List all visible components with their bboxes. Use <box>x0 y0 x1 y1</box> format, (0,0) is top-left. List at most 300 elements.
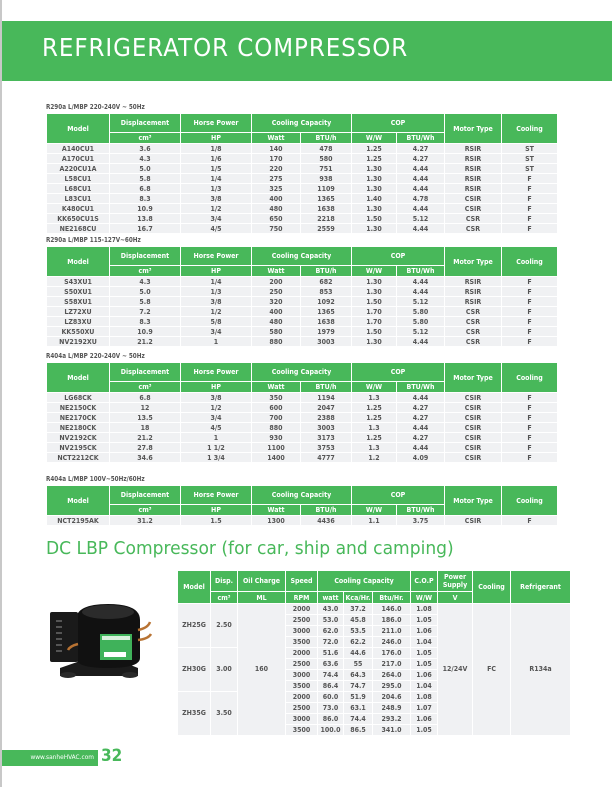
cell-model: NV2192XU <box>47 337 110 347</box>
cell-ww: 1.30 <box>352 287 397 297</box>
cell-ww: 1.70 <box>352 307 397 317</box>
cell-motor_type: CSIR <box>445 433 502 443</box>
cell-motor_type: RSIR <box>445 174 502 184</box>
dc-table-row <box>178 604 571 615</box>
dc-header-cooling-capacity: Cooling Capacity <box>318 571 411 592</box>
dc-cell-speed: 3000 <box>286 626 318 637</box>
table-row <box>47 317 558 327</box>
cell-btuwh: 4.44 <box>397 423 445 433</box>
dc-cell-btu: 264.0 <box>373 670 411 681</box>
dc-cell-speed: 2000 <box>286 648 318 659</box>
cell-displacement: 12 <box>110 403 181 413</box>
cell-cooling: F <box>502 327 558 337</box>
compressor-photo <box>38 590 153 690</box>
cell-displacement: 34.6 <box>110 453 181 463</box>
cell-model: NE2168CU <box>47 224 110 234</box>
cell-watt: 480 <box>252 204 301 214</box>
dc-cell-watt: 60.0 <box>318 692 344 703</box>
cell-btuh: 3173 <box>301 433 352 443</box>
dc-cell-watt: 62.0 <box>318 626 344 637</box>
table-row <box>47 297 558 307</box>
dc-cell-cop: 1.07 <box>411 703 438 714</box>
table-row <box>47 337 558 347</box>
cell-motor_type: RSIR <box>445 287 502 297</box>
cell-btuh: 4777 <box>301 453 352 463</box>
cell-horse_power: 1/6 <box>181 154 252 164</box>
cell-btuh: 2388 <box>301 413 352 423</box>
cell-horse_power: 1.5 <box>181 516 252 526</box>
cell-ww: 1.25 <box>352 144 397 154</box>
dc-cell-kca: 55 <box>344 659 373 670</box>
cell-cooling: F <box>502 287 558 297</box>
cell-cooling: F <box>502 317 558 327</box>
cell-ww: 1.30 <box>352 224 397 234</box>
cell-watt: 930 <box>252 433 301 443</box>
header-cooling: Cooling <box>502 363 558 393</box>
unit-ww: W/W <box>352 382 397 393</box>
dc-cell-kca: 86.5 <box>344 725 373 736</box>
dc-cell-btu: 176.0 <box>373 648 411 659</box>
cell-btuwh: 4.78 <box>397 194 445 204</box>
cell-displacement: 13.5 <box>110 413 181 423</box>
cell-btuh: 1194 <box>301 393 352 403</box>
header-cop: COP <box>352 114 445 133</box>
dc-cell-speed: 2000 <box>286 604 318 615</box>
cell-horse_power: 3/4 <box>181 327 252 337</box>
cell-btuh: 938 <box>301 174 352 184</box>
unit-hp: HP <box>181 133 252 144</box>
cell-cooling: F <box>502 297 558 307</box>
spec-table <box>46 113 558 234</box>
cell-watt: 400 <box>252 194 301 204</box>
cell-displacement: 5.0 <box>110 164 181 174</box>
website-link[interactable]: www.sanheHVAC.com <box>30 753 94 761</box>
cell-motor_type: CSIR <box>445 453 502 463</box>
table-subtitle: R404a L/MBP 220-240V ~ 50Hz <box>46 352 145 360</box>
cell-model: NE2150CK <box>47 403 110 413</box>
dc-cell-watt: 100.0 <box>318 725 344 736</box>
cell-ww: 1.50 <box>352 327 397 337</box>
dc-cell-watt: 53.0 <box>318 615 344 626</box>
cell-motor_type: RSIR <box>445 164 502 174</box>
unit-btuwh: BTU/Wh <box>397 266 445 277</box>
cell-cooling: F <box>502 224 558 234</box>
cell-displacement: 7.2 <box>110 307 181 317</box>
cell-displacement: 6.8 <box>110 393 181 403</box>
cell-model: KK550XU <box>47 327 110 337</box>
dc-cell-btu: 211.0 <box>373 626 411 637</box>
dc-cell-btu: 248.9 <box>373 703 411 714</box>
cell-cooling: ST <box>502 144 558 154</box>
cell-cooling: F <box>502 403 558 413</box>
cell-btuwh: 4.27 <box>397 433 445 443</box>
cell-motor_type: CSR <box>445 214 502 224</box>
cell-horse_power: 3/8 <box>181 393 252 403</box>
cell-btuwh: 4.27 <box>397 403 445 413</box>
cell-btuwh: 4.44 <box>397 277 445 287</box>
table-row <box>47 194 558 204</box>
header-model: Model <box>47 363 110 393</box>
header-cop: COP <box>352 363 445 382</box>
unit-btuh: BTU/h <box>301 382 352 393</box>
table-row <box>47 433 558 443</box>
cell-cooling: F <box>502 433 558 443</box>
dc-cell-kca: 74.4 <box>344 714 373 725</box>
cell-btuh: 580 <box>301 154 352 164</box>
cell-watt: 170 <box>252 154 301 164</box>
cell-btuwh: 4.44 <box>397 337 445 347</box>
cell-model: NCT2195AK <box>47 516 110 526</box>
header-cooling: Cooling <box>502 247 558 277</box>
unit-watt: Watt <box>252 382 301 393</box>
cell-btuh: 1109 <box>301 184 352 194</box>
dc-cell-disp: 2.50 <box>211 604 238 648</box>
cell-btuwh: 4.44 <box>397 164 445 174</box>
page-title: REFRIGERATOR COMPRESSOR <box>42 33 409 62</box>
cell-horse_power: 1 <box>181 433 252 443</box>
header-displacement: Displacement <box>110 363 181 382</box>
table-row <box>47 327 558 337</box>
cell-cooling: F <box>502 393 558 403</box>
dc-cell-disp: 3.50 <box>211 692 238 736</box>
unit-watt: Watt <box>252 266 301 277</box>
cell-motor_type: CSIR <box>445 413 502 423</box>
cell-motor_type: CSR <box>445 224 502 234</box>
dc-cell-cop: 1.06 <box>411 670 438 681</box>
table-row <box>47 453 558 463</box>
cell-displacement: 16.7 <box>110 224 181 234</box>
cell-model: S50XU1 <box>47 287 110 297</box>
cell-horse_power: 3/4 <box>181 214 252 224</box>
cell-btuh: 478 <box>301 144 352 154</box>
header-motor-type: Motor Type <box>445 247 502 277</box>
dc-cell-kca: 45.8 <box>344 615 373 626</box>
cell-model: A170CU1 <box>47 154 110 164</box>
cell-model: NCT2212CK <box>47 453 110 463</box>
unit-ww: W/W <box>352 505 397 516</box>
dc-cell-btu: 295.0 <box>373 681 411 692</box>
cell-btuh: 853 <box>301 287 352 297</box>
cell-btuwh: 5.12 <box>397 214 445 224</box>
dc-cell-btu: 186.0 <box>373 615 411 626</box>
cell-ww: 1.3 <box>352 443 397 453</box>
cell-model: KK650CU1S <box>47 214 110 224</box>
table-row <box>47 413 558 423</box>
cell-watt: 650 <box>252 214 301 224</box>
header-cooling-capacity: Cooling Capacity <box>252 247 352 266</box>
table-row <box>47 443 558 453</box>
dc-unit-disp: cm³ <box>211 592 238 604</box>
cell-motor_type: RSIR <box>445 154 502 164</box>
dc-header-disp: Disp. <box>211 571 238 592</box>
table-row <box>47 214 558 224</box>
dc-cell-btu: 146.0 <box>373 604 411 615</box>
cell-motor_type: RSIR <box>445 297 502 307</box>
cell-watt: 275 <box>252 174 301 184</box>
cell-displacement: 10.9 <box>110 204 181 214</box>
dc-cell-speed: 3500 <box>286 681 318 692</box>
dc-unit-kca: Kca/Hr. <box>344 592 373 604</box>
header-horse-power: Horse Power <box>181 363 252 382</box>
dc-cell-kca: 44.6 <box>344 648 373 659</box>
cell-btuwh: 4.09 <box>397 453 445 463</box>
cell-model: LZ72XU <box>47 307 110 317</box>
dc-compressor-table <box>177 570 571 736</box>
spec-table <box>46 362 558 463</box>
cell-model: LG68CK <box>47 393 110 403</box>
header-horse-power: Horse Power <box>181 114 252 133</box>
cell-model: A220CU1A <box>47 164 110 174</box>
cell-cooling: F <box>502 423 558 433</box>
dc-unit-oil: ML <box>238 592 286 604</box>
cell-horse_power: 1/3 <box>181 287 252 297</box>
cell-watt: 320 <box>252 297 301 307</box>
header-model: Model <box>47 114 110 144</box>
dc-cell-refrigerant: R134a <box>511 604 571 736</box>
cell-cooling: ST <box>502 154 558 164</box>
dc-cell-speed: 2500 <box>286 703 318 714</box>
dc-cell-watt: 51.6 <box>318 648 344 659</box>
cell-motor_type: CSR <box>445 307 502 317</box>
header-model: Model <box>47 247 110 277</box>
cell-displacement: 21.2 <box>110 433 181 443</box>
dc-cell-watt: 72.0 <box>318 637 344 648</box>
cell-btuwh: 4.27 <box>397 144 445 154</box>
cell-cooling: F <box>502 204 558 214</box>
table-row <box>47 393 558 403</box>
dc-cell-watt: 73.0 <box>318 703 344 714</box>
header-model: Model <box>47 486 110 516</box>
cell-watt: 400 <box>252 307 301 317</box>
table-row <box>47 307 558 317</box>
cell-cooling: F <box>502 277 558 287</box>
cell-horse_power: 1/3 <box>181 184 252 194</box>
cell-watt: 250 <box>252 287 301 297</box>
cell-model: L68CU1 <box>47 184 110 194</box>
cell-displacement: 18 <box>110 423 181 433</box>
cell-model: A140CU1 <box>47 144 110 154</box>
header-displacement: Displacement <box>110 247 181 266</box>
dc-cell-speed: 2000 <box>286 692 318 703</box>
dc-cell-speed: 3000 <box>286 714 318 725</box>
cell-displacement: 5.0 <box>110 287 181 297</box>
compressor-image-icon <box>38 590 153 690</box>
dc-cell-cooling: FC <box>473 604 511 736</box>
cell-btuwh: 5.80 <box>397 307 445 317</box>
cell-horse_power: 1 1/2 <box>181 443 252 453</box>
table-row <box>47 204 558 214</box>
unit-displacement: cm³ <box>110 505 181 516</box>
cell-watt: 200 <box>252 277 301 287</box>
table-subtitle: R290a L/MBP 115-127V~60Hz <box>46 236 141 244</box>
cell-cooling: F <box>502 307 558 317</box>
cell-cooling: F <box>502 453 558 463</box>
table-row <box>47 423 558 433</box>
cell-motor_type: CSIR <box>445 516 502 526</box>
header-cooling-capacity: Cooling Capacity <box>252 486 352 505</box>
dc-unit-power: V <box>438 592 473 604</box>
dc-cell-cop: 1.06 <box>411 626 438 637</box>
cell-btuh: 1638 <box>301 204 352 214</box>
dc-cell-btu: 217.0 <box>373 659 411 670</box>
dc-cell-btu: 293.2 <box>373 714 411 725</box>
dc-cell-speed: 2500 <box>286 615 318 626</box>
cell-cooling: F <box>502 184 558 194</box>
cell-horse_power: 1 3/4 <box>181 453 252 463</box>
dc-header-model: Model <box>178 571 211 604</box>
unit-displacement: cm³ <box>110 382 181 393</box>
cell-model: L58CU1 <box>47 174 110 184</box>
header-cooling-capacity: Cooling Capacity <box>252 114 352 133</box>
unit-btuwh: BTU/Wh <box>397 133 445 144</box>
dc-cell-model: ZH35G <box>178 692 211 736</box>
cell-cooling: F <box>502 516 558 526</box>
dc-cell-watt: 63.6 <box>318 659 344 670</box>
cell-watt: 1400 <box>252 453 301 463</box>
unit-displacement: cm³ <box>110 133 181 144</box>
dc-cell-model: ZH25G <box>178 604 211 648</box>
cell-displacement: 31.2 <box>110 516 181 526</box>
cell-motor_type: CSR <box>445 317 502 327</box>
table-row <box>47 174 558 184</box>
header-cop: COP <box>352 486 445 505</box>
table-row <box>47 154 558 164</box>
table-row <box>47 277 558 287</box>
cell-watt: 750 <box>252 224 301 234</box>
cell-watt: 1100 <box>252 443 301 453</box>
cell-watt: 350 <box>252 393 301 403</box>
cell-btuh: 3003 <box>301 337 352 347</box>
dc-cell-watt: 86.4 <box>318 681 344 692</box>
cell-ww: 1.30 <box>352 277 397 287</box>
cell-ww: 1.1 <box>352 516 397 526</box>
dc-cell-watt: 43.0 <box>318 604 344 615</box>
unit-hp: HP <box>181 266 252 277</box>
cell-ww: 1.30 <box>352 337 397 347</box>
table-row <box>47 403 558 413</box>
cell-btuh: 1365 <box>301 307 352 317</box>
dc-unit-btu: Btu/Hr. <box>373 592 411 604</box>
cell-motor_type: RSIR <box>445 277 502 287</box>
cell-horse_power: 3/4 <box>181 413 252 423</box>
cell-horse_power: 1/4 <box>181 277 252 287</box>
cell-model: NE2170CK <box>47 413 110 423</box>
dc-unit-speed: RPM <box>286 592 318 604</box>
dc-cell-btu: 341.0 <box>373 725 411 736</box>
cell-btuwh: 4.44 <box>397 443 445 453</box>
dc-header-refrigerant: Refrigerant <box>511 571 571 604</box>
cell-displacement: 3.6 <box>110 144 181 154</box>
cell-btuh: 2218 <box>301 214 352 224</box>
cell-btuh: 2559 <box>301 224 352 234</box>
cell-displacement: 5.8 <box>110 297 181 307</box>
cell-displacement: 8.3 <box>110 317 181 327</box>
dc-cell-speed: 3500 <box>286 725 318 736</box>
cell-btuh: 682 <box>301 277 352 287</box>
dc-cell-cop: 1.08 <box>411 692 438 703</box>
unit-btuh: BTU/h <box>301 505 352 516</box>
cell-displacement: 8.3 <box>110 194 181 204</box>
dc-cell-model: ZH30G <box>178 648 211 692</box>
dc-cell-speed: 3500 <box>286 637 318 648</box>
header-cooling: Cooling <box>502 486 558 516</box>
cell-cooling: F <box>502 174 558 184</box>
cell-model: NV2192CK <box>47 433 110 443</box>
cell-motor_type: CSR <box>445 327 502 337</box>
cell-watt: 480 <box>252 317 301 327</box>
cell-displacement: 4.3 <box>110 154 181 164</box>
cell-motor_type: CSIR <box>445 423 502 433</box>
cell-watt: 140 <box>252 144 301 154</box>
cell-displacement: 4.3 <box>110 277 181 287</box>
cell-motor_type: CSIR <box>445 393 502 403</box>
unit-hp: HP <box>181 505 252 516</box>
cell-horse_power: 1/8 <box>181 144 252 154</box>
cell-watt: 600 <box>252 403 301 413</box>
cell-horse_power: 1 <box>181 337 252 347</box>
cell-horse_power: 1/2 <box>181 307 252 317</box>
header-cop: COP <box>352 247 445 266</box>
dc-unit-watt: watt <box>318 592 344 604</box>
cell-watt: 220 <box>252 164 301 174</box>
cell-btuh: 3003 <box>301 423 352 433</box>
cell-btuwh: 5.80 <box>397 317 445 327</box>
header-motor-type: Motor Type <box>445 486 502 516</box>
unit-btuwh: BTU/Wh <box>397 382 445 393</box>
dc-cell-kca: 53.5 <box>344 626 373 637</box>
header-horse-power: Horse Power <box>181 247 252 266</box>
dc-cell-cop: 1.05 <box>411 725 438 736</box>
cell-cooling: F <box>502 337 558 347</box>
dc-cell-oil-charge: 160 <box>238 604 286 736</box>
dc-cell-cop: 1.06 <box>411 714 438 725</box>
cell-ww: 1.3 <box>352 423 397 433</box>
cell-horse_power: 1/2 <box>181 403 252 413</box>
unit-btuh: BTU/h <box>301 133 352 144</box>
dc-cell-speed: 2500 <box>286 659 318 670</box>
cell-model: S43XU1 <box>47 277 110 287</box>
cell-model: LZ83XU <box>47 317 110 327</box>
unit-displacement: cm³ <box>110 266 181 277</box>
unit-btuh: BTU/h <box>301 266 352 277</box>
footer-bar <box>2 750 98 766</box>
cell-watt: 880 <box>252 337 301 347</box>
cell-btuwh: 4.27 <box>397 154 445 164</box>
header-motor-type: Motor Type <box>445 114 502 144</box>
cell-btuh: 2047 <box>301 403 352 413</box>
cell-btuwh: 4.44 <box>397 174 445 184</box>
dc-cell-kca: 62.2 <box>344 637 373 648</box>
cell-model: S58XU1 <box>47 297 110 307</box>
cell-ww: 1.25 <box>352 413 397 423</box>
cell-watt: 580 <box>252 327 301 337</box>
cell-ww: 1.25 <box>352 403 397 413</box>
cell-ww: 1.30 <box>352 164 397 174</box>
cell-horse_power: 1/4 <box>181 174 252 184</box>
page-left-border <box>0 0 2 787</box>
dc-cell-power-supply: 12/24V <box>438 604 473 736</box>
header-cooling: Cooling <box>502 114 558 144</box>
cell-btuh: 1638 <box>301 317 352 327</box>
cell-model: K480CU1 <box>47 204 110 214</box>
dc-cell-kca: 51.9 <box>344 692 373 703</box>
cell-btuh: 1365 <box>301 194 352 204</box>
cell-ww: 1.70 <box>352 317 397 327</box>
cell-ww: 1.25 <box>352 154 397 164</box>
dc-cell-watt: 86.0 <box>318 714 344 725</box>
cell-ww: 1.50 <box>352 214 397 224</box>
cell-horse_power: 4/5 <box>181 423 252 433</box>
